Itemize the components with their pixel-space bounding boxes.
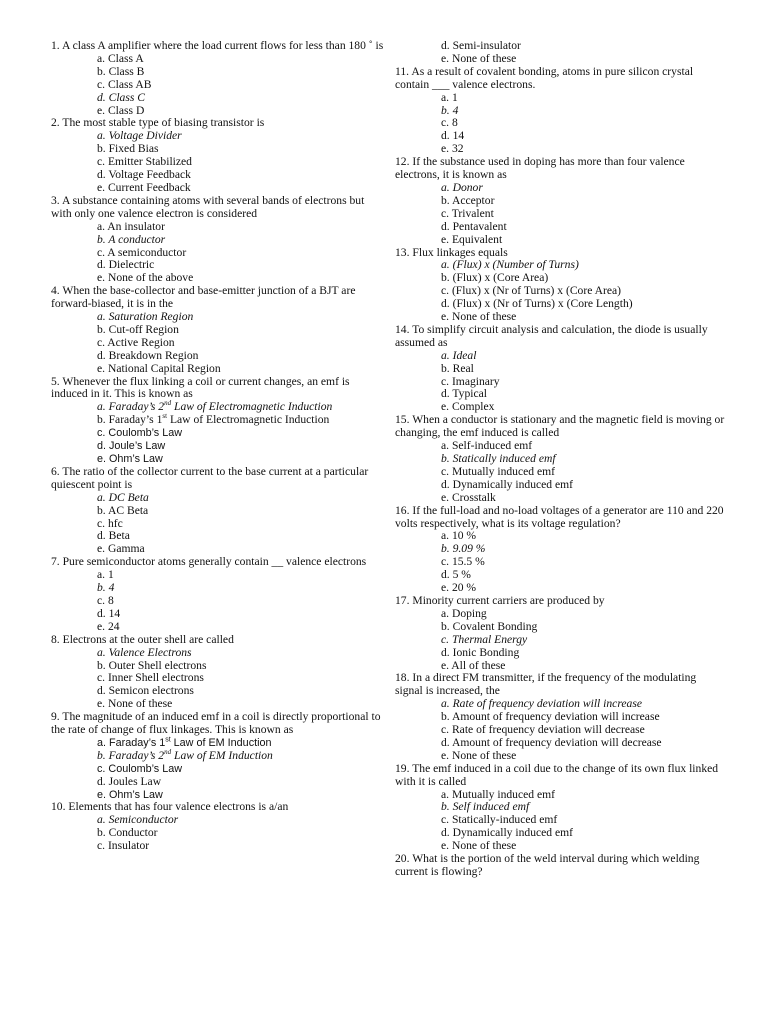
question-number: 18. (395, 671, 410, 685)
answer-option-text: d. Amount of frequency deviation will decrease (441, 735, 662, 749)
answer-option-text: a. 10 % (441, 529, 477, 543)
question-block (51, 711, 387, 801)
question-stem: If the full-load and no-load voltages of a generator are 110 and 220 volts respectively, what is its voltage regulation? (395, 503, 724, 530)
answer-option-text: b. Cut-off Region (97, 322, 179, 336)
answer-option-text: b. Faraday’s 1 (97, 413, 163, 427)
answer-options (395, 608, 725, 673)
answer-option-text: e. None of these (441, 748, 517, 762)
answer-option-text: a. Doping (441, 606, 487, 620)
answer-option-text: a. 1 (97, 568, 114, 582)
answer-options (395, 350, 725, 415)
question-block (395, 505, 725, 595)
answer-option-text: a. Mutually induced emf (441, 787, 555, 801)
question-number: 8. (51, 632, 60, 646)
question-stem: What is the portion of the weld interval during which welding current is flowing? (395, 852, 700, 878)
question-stem: As a result of covalent bonding, atoms in pure silicon crystal contain ___ valence electrons. (395, 64, 694, 91)
answer-option-text: d. Semicon electrons (97, 684, 194, 698)
answer-option-text: b. Conductor (97, 826, 158, 840)
answer-option-text: d. Dynamically induced emf (441, 826, 573, 840)
answer-options (395, 789, 725, 854)
answer-options (51, 221, 387, 286)
answer-option-text-continued: Law of EM Induction (171, 748, 273, 762)
question-block (51, 801, 387, 853)
ordinal-superscript: nd (164, 747, 172, 756)
answer-option-text: e. 32 (441, 142, 464, 156)
answer-options (395, 92, 725, 157)
answer-option-text: a. DC Beta (97, 490, 149, 504)
answer-option-text: b. Self induced emf (441, 800, 530, 814)
question-number: 2. (51, 116, 60, 130)
answer-option-text: c. A semiconductor (97, 245, 187, 259)
question-number: 7. (51, 555, 60, 569)
question-block (51, 40, 387, 117)
answer-option-text: e. None of these (97, 697, 173, 711)
answer-option-text: a. Faraday’s 1 (97, 736, 166, 749)
answer-option-text: b. Outer Shell electrons (97, 658, 207, 672)
answer-option-text: a. An insulator (97, 219, 165, 233)
question-number: 20. (395, 852, 410, 866)
answer-options (395, 530, 725, 595)
answer-option-text: b. AC Beta (97, 503, 149, 517)
answer-option-text: b. Statically induced emf (441, 452, 556, 465)
question-stem: Elements that has four valence electrons is a/an (68, 800, 289, 814)
question-block (395, 324, 725, 414)
question-number: 17. (395, 593, 410, 607)
answer-option-text: b. (Flux) x (Core Area) (441, 271, 549, 285)
question-stem: In a direct FM transmitter, if the frequency of the modulating signal is increased, the (395, 671, 697, 698)
answer-option (51, 440, 387, 453)
answer-options (51, 569, 387, 634)
question-block (395, 672, 725, 762)
question-stem: The ratio of the collector current to the base current at a particular quiescent point is (51, 464, 369, 491)
question-stem: Electrons at the outer shell are called (62, 632, 234, 646)
answer-option-text: b. Fixed Bias (97, 142, 159, 156)
ordinal-superscript: st (162, 412, 168, 421)
answer-option-text: e. None of these (441, 839, 517, 853)
answer-options (51, 53, 387, 118)
answer-option-text: a. 1 (441, 90, 458, 104)
question-block (395, 156, 725, 246)
answer-option-text-continued: Law of Electromagnetic Induction (171, 400, 333, 414)
answer-option-text: c. 8 (441, 116, 458, 130)
answer-options (395, 40, 725, 66)
answer-option-text: a. (Flux) x (Number of Turns) (441, 258, 579, 272)
answer-options (395, 698, 725, 763)
answer-option-text: c. Trivalent (441, 206, 494, 220)
answer-option-text: c. Thermal Energy (441, 632, 528, 646)
answer-options (51, 130, 387, 195)
question-text (395, 414, 725, 440)
question-block (51, 195, 387, 285)
answer-option-text: e. Equivalent (441, 232, 503, 246)
question-number: 5. (51, 374, 60, 388)
answer-option-text: e. Class D (97, 103, 145, 117)
answer-option-text: b. 4 (441, 103, 459, 117)
answer-options (395, 182, 725, 247)
answer-options (51, 401, 387, 466)
answer-option (51, 747, 387, 763)
answer-option-text: e. None of the above (97, 271, 194, 285)
answer-option-text: b. Class B (97, 64, 145, 78)
question-number: 16. (395, 503, 410, 517)
answer-options (51, 492, 387, 557)
question-text (395, 505, 725, 531)
question-block (395, 66, 725, 156)
question-block (51, 285, 387, 375)
answer-option-text: d. Beta (97, 529, 130, 543)
answer-option-text: b. Amount of frequency deviation will increase (441, 710, 660, 724)
answer-options (395, 259, 725, 324)
question-text (395, 763, 725, 789)
answer-option-text: d. Dielectric (97, 258, 155, 272)
answer-option-text: e. Ohm’s Law (97, 788, 163, 801)
question-text (51, 376, 387, 402)
question-number: 10. (51, 800, 66, 814)
question-block (395, 595, 725, 672)
question-number: 12. (395, 155, 410, 169)
answer-option-text: d. (Flux) x (Nr of Turns) x (Core Length) (441, 297, 633, 311)
answer-options (51, 647, 387, 712)
answer-option-text: d. Joules Law (97, 774, 162, 788)
answer-options (51, 814, 387, 853)
question-stem: To simplify circuit analysis and calculation, the diode is usually assumed as (395, 322, 708, 349)
question-block (395, 40, 725, 66)
answer-option-text: d. Dynamically induced emf (441, 477, 573, 491)
answer-option-text: c. 8 (97, 593, 114, 607)
question-block (51, 466, 387, 556)
question-block (395, 414, 725, 504)
answer-option-text: d. Joule’s Law (97, 440, 166, 453)
question-text (51, 711, 387, 737)
answer-option-text: b. Acceptor (441, 193, 495, 207)
question-stem: The emf induced in a coil due to the change of its own flux linked with it is called (395, 761, 719, 788)
answer-option-text: a. Ideal (441, 348, 477, 362)
answer-option-text: c. Emitter Stabilized (97, 155, 192, 169)
question-stem: The magnitude of an induced emf in a coil is directly proportional to the rate of change of flux linkages. This is known as (51, 710, 381, 737)
question-stem: When the base-collector and base-emitter junction of a BJT are forward-biased, it is in the (51, 284, 356, 311)
ordinal-superscript: st (165, 736, 171, 744)
question-stem: Minority current carriers are produced by (412, 593, 605, 607)
question-stem: When a conductor is stationary and the magnetic field is moving or changing, the emf induced is called (395, 413, 725, 440)
question-number: 11. (395, 64, 410, 78)
right-column (395, 40, 725, 879)
answer-option-text: e. Gamma (97, 542, 145, 556)
answer-option-text: c. Coulomb’s Law (97, 427, 183, 440)
answer-option-text: c. (Flux) x (Nr of Turns) x (Core Area) (441, 284, 621, 298)
answer-option-text: e. National Capital Region (97, 361, 221, 375)
answer-option-text: d. Pentavalent (441, 219, 507, 233)
answer-option-text: c. Active Region (97, 335, 175, 349)
question-text (51, 195, 387, 221)
answer-option-text: a. Valence Electrons (97, 645, 192, 659)
question-number: 4. (51, 284, 60, 298)
question-stem: If the substance used in doping has more than four valence electrons, it is known as (395, 155, 685, 182)
answer-option-text: a. Saturation Region (97, 310, 194, 324)
answer-option-text: a. Voltage Divider (97, 129, 182, 143)
answer-option-text: d. 5 % (441, 568, 471, 582)
answer-option-text: c. Inner Shell electrons (97, 671, 204, 685)
question-block (395, 763, 725, 853)
answer-options (51, 311, 387, 376)
answer-options (395, 440, 725, 505)
question-block (395, 247, 725, 324)
answer-option-text: c. 15.5 % (441, 555, 485, 569)
question-stem: A substance containing atoms with several bands of electrons but with only one valence electron is considered (51, 193, 365, 220)
left-column (51, 40, 387, 853)
answer-option-text: b. Real (441, 361, 474, 375)
question-text (51, 466, 387, 492)
answer-option-text: a. Class A (97, 51, 144, 65)
question-stem: A class A amplifier where the load current flows for less than 180 ˚ is (61, 39, 384, 52)
answer-option (51, 840, 387, 853)
answer-option-text-continued: Law of EM Induction (170, 736, 272, 749)
answer-option-text: d. Class C (97, 90, 145, 104)
question-block (395, 853, 725, 879)
answer-option-text: e. Ohm’s Law (97, 453, 163, 465)
answer-option-text: c. Imaginary (441, 374, 500, 388)
answer-options (51, 737, 387, 802)
answer-option-text: a. Rate of frequency deviation will increase (441, 697, 643, 711)
answer-option-text: d. Ionic Bonding (441, 645, 520, 659)
answer-option-text: c. hfc (97, 516, 123, 530)
answer-option-text: b. 9.09 % (441, 542, 486, 556)
question-text (395, 156, 725, 182)
answer-option-text: e. 20 % (441, 581, 477, 595)
answer-option-text: b. Covalent Bonding (441, 619, 538, 633)
question-number: 3. (51, 193, 60, 207)
answer-option-text: c. Insulator (97, 839, 150, 853)
answer-option-text: a. Faraday’s 2 (97, 400, 165, 414)
answer-option-text: e. None of these (441, 310, 517, 324)
answer-option-text: a. Self-induced emf (441, 439, 533, 453)
question-block (51, 556, 387, 633)
question-text (395, 66, 725, 92)
answer-option (51, 414, 387, 427)
answer-option-text: c. Statically-induced emf (441, 813, 558, 827)
answer-option-text: e. Current Feedback (97, 180, 191, 194)
question-stem: Whenever the flux linking a coil or current changes, an emf is induced in it. This is known as (51, 374, 350, 401)
question-text (395, 324, 725, 350)
answer-option-text: a. Semiconductor (97, 813, 179, 827)
answer-option (51, 427, 387, 440)
answer-option-text: c. Class AB (97, 77, 152, 91)
question-stem: Flux linkages equals (412, 245, 508, 259)
answer-option-text: e. Complex (441, 400, 495, 414)
answer-option (51, 776, 387, 789)
answer-option-text: d. 14 (97, 606, 121, 620)
ordinal-superscript: nd (164, 399, 172, 408)
answer-option-text: b. A conductor (97, 232, 166, 246)
answer-option-text: b. 4 (97, 581, 115, 595)
question-number: 9. (51, 710, 60, 724)
question-number: 19. (395, 761, 410, 775)
answer-option-text: d. 14 (441, 129, 465, 143)
answer-option-text: a. Donor (441, 180, 483, 194)
answer-option-text: d. Typical (441, 387, 487, 401)
question-text (51, 285, 387, 311)
answer-option-text: d. Semi-insulator (441, 39, 521, 52)
question-stem: The most stable type of biasing transistor is (62, 116, 265, 130)
answer-option-text-continued: Law of Electromagnetic Induction (167, 413, 330, 427)
answer-option-text: c. Rate of frequency deviation will decrease (441, 723, 645, 737)
question-block (51, 117, 387, 194)
question-block (51, 634, 387, 711)
question-number: 13. (395, 245, 410, 259)
question-number: 14. (395, 322, 410, 336)
question-stem: Pure semiconductor atoms generally contain __ valence electrons (62, 555, 367, 569)
question-text (395, 853, 725, 879)
answer-option-text: b. Faraday’s 2 (97, 748, 165, 762)
answer-option-text: e. 24 (97, 619, 120, 633)
answer-option-text: c. Mutually induced emf (441, 464, 555, 478)
question-text (395, 672, 725, 698)
question-number: 15. (395, 413, 410, 427)
answer-option-text: c. Coulomb’s Law (97, 762, 183, 775)
answer-option-text: e. All of these (441, 658, 506, 672)
answer-option-text: e. None of these (441, 51, 517, 65)
answer-option-text: d. Voltage Feedback (97, 168, 191, 182)
answer-option-text: d. Breakdown Region (97, 348, 199, 362)
answer-option-text: e. Crosstalk (441, 490, 496, 504)
question-number: 6. (51, 464, 60, 478)
question-number: 1. (51, 39, 60, 52)
question-block (51, 376, 387, 466)
